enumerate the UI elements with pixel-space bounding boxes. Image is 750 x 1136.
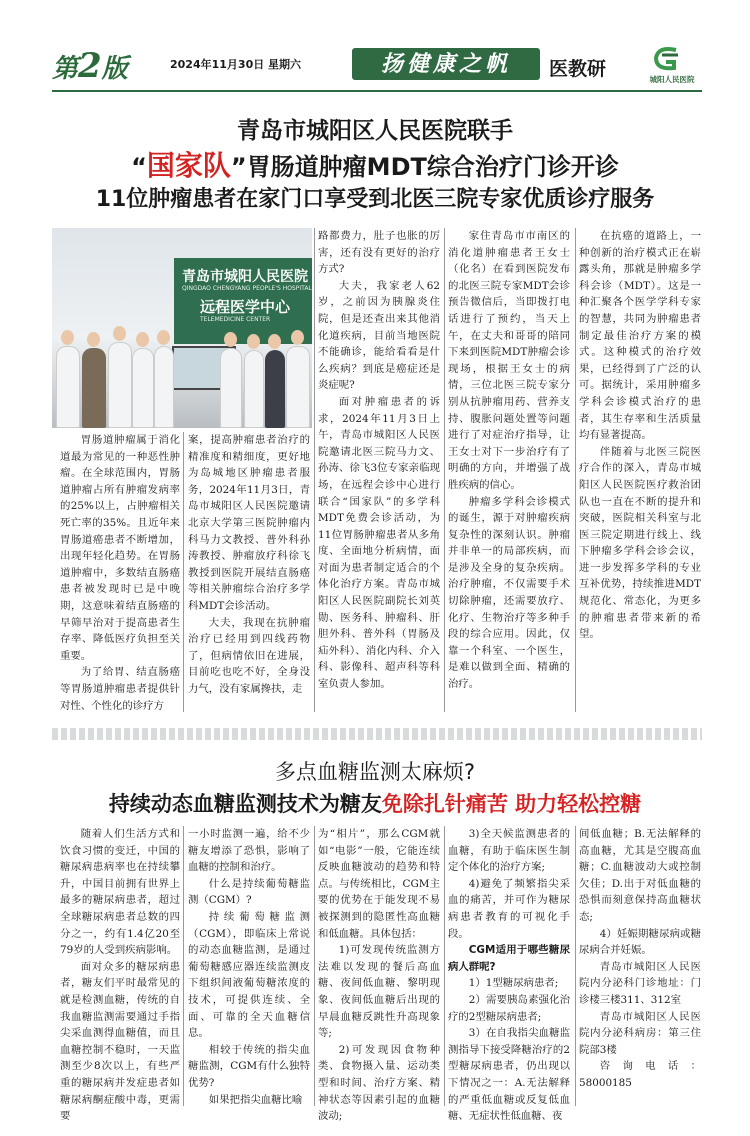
paragraph: 相较于传统的指尖血糖监测，CGM有什么独特优势? [188,1043,310,1089]
edition-number: 2 [78,46,102,86]
column-divider [314,228,315,712]
headline-rest: 胃肠道肿瘤MDT综合治疗门诊开诊 [246,153,619,181]
hospital-logo-icon [652,46,682,72]
column-divider [575,228,576,712]
person [132,348,154,428]
edition-suffix: 版 [101,54,128,84]
article2-column1 [60,826,180,1125]
paragraph: 持续葡萄糖监测（CGM），即临床上常说的动态血糖监测，是通过葡萄糖感应器连续监测皮下组织间液葡萄糖浓度的技术，可提供连续、全面、可靠的全天血糖信息。 [188,910,310,1040]
paragraph: 2)可发现因食物种类、食物摄入量、运动类型和时间、治疗方案、精神状态等因素引起的血糖波动; [318,1043,440,1123]
paragraph: 面对众多的糖尿病患者，糖友们平时最常见的就是检测血糖，传统的自我血糖监测需要通过手指尖采血测得血糖值，而且血糖控制不稳时，一天监测至少8次以上，有些严重的糖尿病并发症患者如糖尿病酮症酸中毒，更需要 [60,960,180,1123]
person [244,350,264,428]
article1-headline1: 青岛市城阳区人民医院联手 [237,118,513,144]
edition-prefix: 第 [52,54,79,84]
paragraph: 3）在自我指尖血糖监测指导下接受降糖治疗的2型糖尿病患者，仍出现以下情况之一：A.无法解释的严重低血糖或反复低血糖、无症状性低血糖、夜 [448,1027,570,1123]
quote-close: ” [230,153,247,181]
headline-black: 持续动态血糖监测技术为糖友 [108,792,382,816]
person-head [87,332,100,347]
paragraph: 肿瘤多学科会诊模式的诞生，源于对肿瘤疾病复杂性的深刻认识。肿瘤并非单一的局部疾病，而是涉及全身的复杂疾病。治疗肿瘤，不仅需要手术切除肿瘤，还需要放疗、化疗、生物治疗等多种手段的综合应用。因此，仅靠一个科室、一个医生，是难以做到全面、精确的治疗。 [448,495,570,691]
paragraph: 4）妊娠期糖尿病或糖尿病合并妊娠。 [579,927,701,957]
column-divider [314,826,315,1106]
person-head [247,334,260,349]
paragraph: 伴随着与北医三院医疗合作的深入，青岛市城阳区人民医院医疗救治团队也一直在不断的提升和突破，医院相关科室与北医三院定期进行线上、线下肿瘤多学科会诊会议，进一步发挥多学科的专业互补优势，持续推进MDT规范化、常态化，为更多的肿瘤患者带来新的希望。 [579,445,701,641]
article1-column5 [579,228,701,643]
paragraph: 为“相片”，那么CGM就如“电影”一般，它能连续反映血糖波动的趋势和特点。与传统相比，CGM主要的优势在于能发现不易被探测到的隐匿性高血糖和低血糖。具体包括： [318,828,440,940]
decorative-divider [52,728,702,740]
person-head [224,332,237,347]
person [220,348,242,428]
paragraph: 随着人们生活方式和饮食习惯的变迁，中国的糖尿病患病率也在持续攀升，中国目前拥有世界上最多的糖尿病患者，超过全球糖尿病患者总数的四分之一，约有1.4亿20至79岁的人受到疾病影响。 [60,828,180,957]
column-divider [575,826,576,1106]
article1-column4 [448,228,570,693]
article2-column5 [579,826,701,1092]
paragraph: 如果把指尖血糖比喻 [208,1093,303,1106]
issue-date: 2024年11月30日 星期六 [170,58,302,71]
paragraph: 3)全天候监测患者的血糖，有助于临床医生制定个体化的治疗方案; [448,828,570,874]
paragraph: 面对肿瘤患者的诉求，2024年11月3日上午，青岛市城阳区人民医院邀请北医三院马力文、孙涛、徐飞3位专家亲临现场，在远程会诊中心进行联合“国家队”的多学科MDT免费会诊活动，为11位胃肠肿瘤患者从多角度、全面地分析病情，面对面为患者制定适合的个体化治疗方案。青岛市城阳区人民医院副院长刘英勋、医务科、肿瘤科、肝胆外科、普外科（胃肠及疝外科）、消化内科、介入科、影像科、超声科等科室负责人参加。 [318,395,440,691]
paragraph: 为了给胃、结直肠癌等胃肠道肿瘤患者提供针对性、个性化的诊疗方 [60,666,180,712]
article1-headline2 [0,144,750,184]
article2-column2 [188,826,310,1108]
person [154,346,174,428]
edition-label [52,46,128,86]
masthead [52,44,702,92]
paragraph: 路都费力，肚子也胀的厉害，还有没有更好的治疗方式? [318,230,440,276]
hospital-logo [632,46,702,90]
quote-open: “ [131,153,147,181]
article2-headline1: 多点血糖监测太麻烦? [274,760,476,784]
article1-column3 [318,228,440,693]
paragraph: 家住青岛市市南区的消化道肿瘤患者王女士（化名）在看到医院发布的北医三院专家MDT会诊预告微信后，当即拨打电话进行了预约，当天上午，在丈夫和哥哥的陪同下来到医院MDT肿瘤会诊现场，根据王女士的病情，三位北医三院专家分别从抗肿瘤用药、营养支持、腹胀问题处置等问题进行了对症治疗指导，让王女士对下一步治疗有了明确的方向，并增强了战胜疾病的信心。 [448,230,570,491]
person [265,350,285,428]
paragraph: 1)可发现传统监测方法难以发现的餐后高血糖、夜间低血糖、黎明现象、夜间低血糖后出现的早晨血糖反跳性升高现象等; [318,944,440,1040]
mdt-group-photo [52,228,312,428]
column-divider [183,826,184,1106]
address-ward: 青岛市城阳区人民医院内分泌科病房：第三住院部3楼 [579,1010,701,1056]
article2-column4 [448,826,570,1125]
address-outpatient: 青岛市城阳区人民医院内分泌科门诊地址：门诊楼三楼311、312室 [579,960,701,1006]
sign-line1: 青岛市城阳人民医院 [182,269,308,285]
person [108,342,132,428]
sign-line3: 远程医学中心 [200,298,291,316]
paragraph: 大夫，我现在抗肿瘤治疗已经用到四线药物了，但病情依旧在进展，目前吃也吃不好，全身没力气，没有家属搀扶，走 [188,616,310,695]
paragraph: 1）1型糖尿病患者; [468,977,559,990]
hospital-name: 城阳人民医院 [649,75,695,84]
person-head [157,330,170,345]
headline-highlight: 免除扎针痛苦 助力轻松控糖 [381,792,642,816]
person-head [113,326,126,341]
article2-headline2 [0,788,750,818]
paragraph: 间低血糖；B.无法解释的高血糖，尤其是空腹高血糖；C.血糖波动大或控制欠佳；D.出于对低血糖的恐惧而刻意保持高血糖状态; [579,828,701,923]
section-name: 医教研 [549,58,607,80]
sign-line2: QINGDAO CHENGYANG PEOPLE'S HOSPITAL [182,285,312,292]
person [286,346,310,428]
paragraph: 一小时监测一遍，给不少糖友增添了恐惧，影响了血糖的控制和治疗。 [188,828,310,874]
paragraph: 2）需要胰岛素强化治疗的2型糖尿病患者; [448,993,570,1023]
paragraph: 案，提高肿瘤患者治疗的精准度和精细度，更好地为岛城地区肿瘤患者服务，2024年11月3日，青岛市城阳区人民医院邀请北京大学第三医院肿瘤内科马力文教授、普外科孙涛教授、肿瘤放疗科徐飞教授到医院开展结直肠癌等相关肿瘤综合治疗多学科MDT会诊活动。 [188,434,310,612]
article1-headline3: 11位肿瘤患者在家门口享受到北医三院专家优质诊疗服务 [95,187,655,212]
article1-column2 [188,432,310,698]
person-head [136,332,149,347]
paragraph: 什么是持续葡萄糖监测（CGM）? [188,877,310,907]
sign-line4: TELEMEDICINE CENTER [200,316,271,323]
person-head [268,334,281,349]
person [82,348,106,428]
paragraph: 胃肠道肿瘤属于消化道最为常见的一种恶性肿瘤。在全球范围内，胃肠道肿瘤占所有肿瘤发病率的25%以上，占肿瘤相关死亡率的35%。且近年来胃肠道癌患者不断增加，出现年轻化趋势。在胃肠道肿瘤中，多数结直肠癌患者被发现时已是中晚期，这意味着结直肠癌的早筛早治对于提高患者生存率、降低医疗负担至关重要。 [60,434,180,662]
article2-column3 [318,826,440,1125]
newspaper-title: 扬健康之帆 [352,48,540,80]
column-divider [444,826,445,1106]
paragraph: 大夫，我家老人62岁，之前因为胰腺炎住院，但是还查出来其他消化道疾病，目前当地医院不能确诊，能给看看是什么疾病？到底是癌症还是炎症呢? [318,279,440,392]
subheading: CGM适用于哪些糖尿病人群呢? [448,944,570,973]
person-head [291,330,304,345]
headline-highlight: 国家队 [146,149,231,182]
column-divider [444,228,445,712]
article1-column1 [60,432,180,714]
paragraph: 4)避免了频繁指尖采血的痛苦，并可作为糖尿病患者教育的可视化手段。 [448,877,570,940]
person [56,346,80,428]
paragraph: 在抗癌的道路上，一种创新的治疗模式正在崭露头角，那就是肿瘤多学科会诊（MDT）。这是一种汇聚各个医学学科专家的智慧，共同为肿瘤患者制定最佳治疗方案的模式。这种模式的治疗效果，已经得到了广泛的认可。据统计，采用肿瘤多学科会诊模式治疗的患者，其生存率和生活质量均有显著提高。 [579,230,701,442]
contact-phone: 咨询电话：58000185 [579,1060,701,1089]
person-head [61,330,74,345]
column-divider [183,432,184,712]
